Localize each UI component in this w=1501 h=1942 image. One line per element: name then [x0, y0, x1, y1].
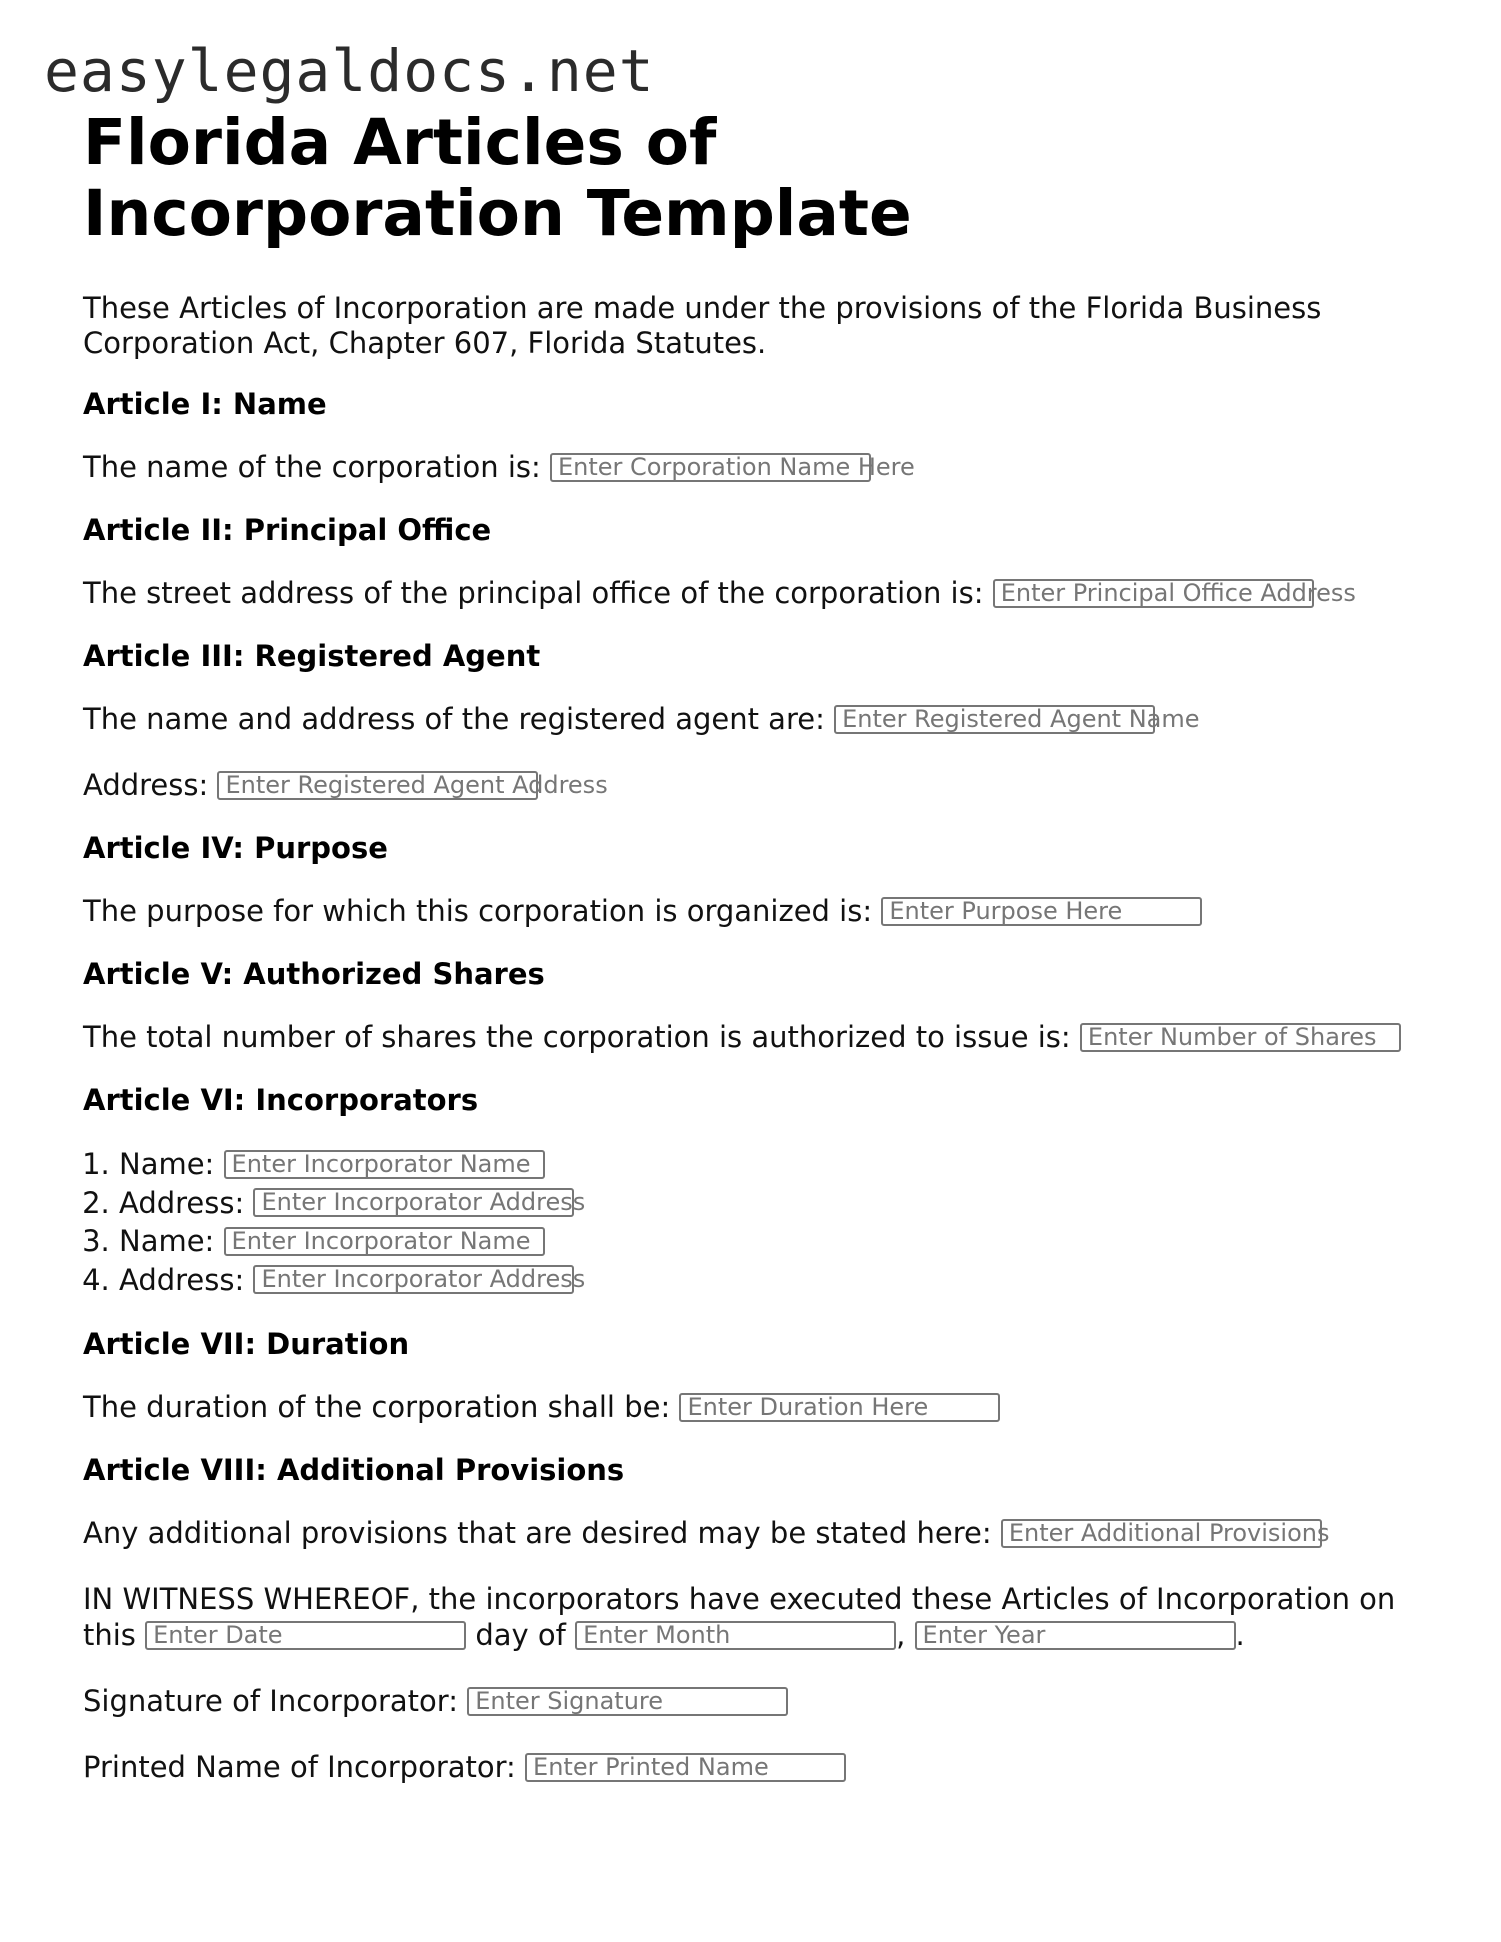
incorporator-1-address-input[interactable]: Enter Incorporator Address: [253, 1188, 574, 1217]
witness-year-input[interactable]: Enter Year: [915, 1621, 1236, 1650]
registered-agent-name-input[interactable]: Enter Registered Agent Name: [834, 705, 1155, 734]
incorporator-1-name-label: Name:: [119, 1147, 215, 1182]
witness-period: .: [1235, 1618, 1245, 1653]
duration-label: The duration of the corporation shall be:: [83, 1390, 671, 1425]
article-5-line: [83, 1019, 1423, 1055]
authorized-shares-label: The total number of shares the corporation is authorized to issue is:: [83, 1020, 1071, 1055]
article-6-section: [83, 1083, 1423, 1299]
signature-input[interactable]: Enter Signature: [467, 1687, 788, 1716]
registered-agent-address-input[interactable]: Enter Registered Agent Address: [217, 771, 538, 800]
article-2-section: [83, 513, 1423, 611]
witness-month-input[interactable]: Enter Month: [575, 1621, 896, 1650]
incorporator-1-name-input[interactable]: Enter Incorporator Name: [224, 1150, 545, 1179]
witness-day-of-text: day of: [475, 1618, 566, 1653]
article-2-line: [83, 575, 1423, 611]
registered-agent-label: The name and address of the registered agent are:: [83, 702, 825, 737]
list-item: [119, 1184, 1423, 1223]
page-title: Florida Articles of Incorporation Template: [83, 106, 912, 250]
article-8-line: [83, 1515, 1423, 1551]
article-7-line: [83, 1389, 1423, 1425]
registered-agent-address-label: Address:: [83, 768, 209, 803]
witness-text: IN WITNESS WHEREOF, the incorporators have executed these Articles of Incorporation on this: [83, 1582, 1396, 1653]
article-2-heading: Article II: Principal Office: [83, 513, 492, 548]
authorized-shares-input[interactable]: Enter Number of Shares: [1080, 1023, 1401, 1052]
document-body: [83, 108, 1423, 1785]
printed-name-label: Printed Name of Incorporator:: [83, 1750, 516, 1785]
article-7-heading: Article VII: Duration: [83, 1327, 410, 1362]
article-5-heading: Article V: Authorized Shares: [83, 957, 545, 992]
printed-name-input[interactable]: Enter Printed Name: [525, 1753, 846, 1782]
incorporator-1-address-label: Address:: [119, 1185, 245, 1220]
article-1-heading: Article I: Name: [83, 387, 327, 422]
printed-name-line: [83, 1749, 1423, 1785]
article-7-section: [83, 1327, 1423, 1425]
witness-date-input[interactable]: Enter Date: [145, 1621, 466, 1650]
article-8-heading: Article VIII: Additional Provisions: [83, 1453, 625, 1488]
article-6-heading: Article VI: Incorporators: [83, 1083, 479, 1118]
article-3-line: [83, 701, 1423, 737]
incorporator-2-address-input[interactable]: Enter Incorporator Address: [253, 1265, 574, 1294]
article-3-address-line: [83, 767, 1423, 803]
additional-provisions-label: Any additional provisions that are desired may be stated here:: [83, 1516, 992, 1551]
site-watermark: easylegaldocs.net: [44, 37, 655, 105]
purpose-label: The purpose for which this corporation is organized is:: [83, 894, 873, 929]
article-4-section: [83, 831, 1423, 929]
article-3-heading: Article III: Registered Agent: [83, 639, 541, 674]
signature-line: [83, 1683, 1423, 1719]
corporation-name-input[interactable]: Enter Corporation Name Here: [550, 453, 871, 482]
signature-label: Signature of Incorporator:: [83, 1684, 458, 1719]
duration-input[interactable]: Enter Duration Here: [679, 1393, 1000, 1422]
article-1-line: [83, 449, 1423, 485]
incorporator-2-address-label: Address:: [119, 1262, 245, 1297]
corporation-name-label: The name of the corporation is:: [83, 450, 541, 485]
article-3-section: [83, 639, 1423, 803]
additional-provisions-input[interactable]: Enter Additional Provisions: [1001, 1519, 1322, 1548]
principal-office-input[interactable]: Enter Principal Office Address: [993, 579, 1314, 608]
article-4-line: [83, 893, 1423, 929]
purpose-input[interactable]: Enter Purpose Here: [881, 897, 1202, 926]
principal-office-label: The street address of the principal office of the corporation is:: [83, 576, 984, 611]
incorporator-2-name-label: Name:: [119, 1224, 215, 1259]
list-item: [119, 1222, 1423, 1261]
incorporators-list: [83, 1145, 1423, 1299]
witness-comma: ,: [896, 1618, 906, 1653]
list-item: [119, 1145, 1423, 1184]
article-5-section: [83, 957, 1423, 1055]
incorporator-2-name-input[interactable]: Enter Incorporator Name: [224, 1227, 545, 1256]
article-1-section: [83, 387, 1423, 485]
article-4-heading: Article IV: Purpose: [83, 831, 388, 866]
intro-paragraph: These Articles of Incorporation are made under the provisions of the Florida Business Corporation Act, Chapter 607, Florida Statutes.: [83, 291, 1322, 360]
list-item: [119, 1261, 1423, 1300]
article-8-section: [83, 1453, 1423, 1551]
witness-paragraph: [83, 1581, 1423, 1653]
